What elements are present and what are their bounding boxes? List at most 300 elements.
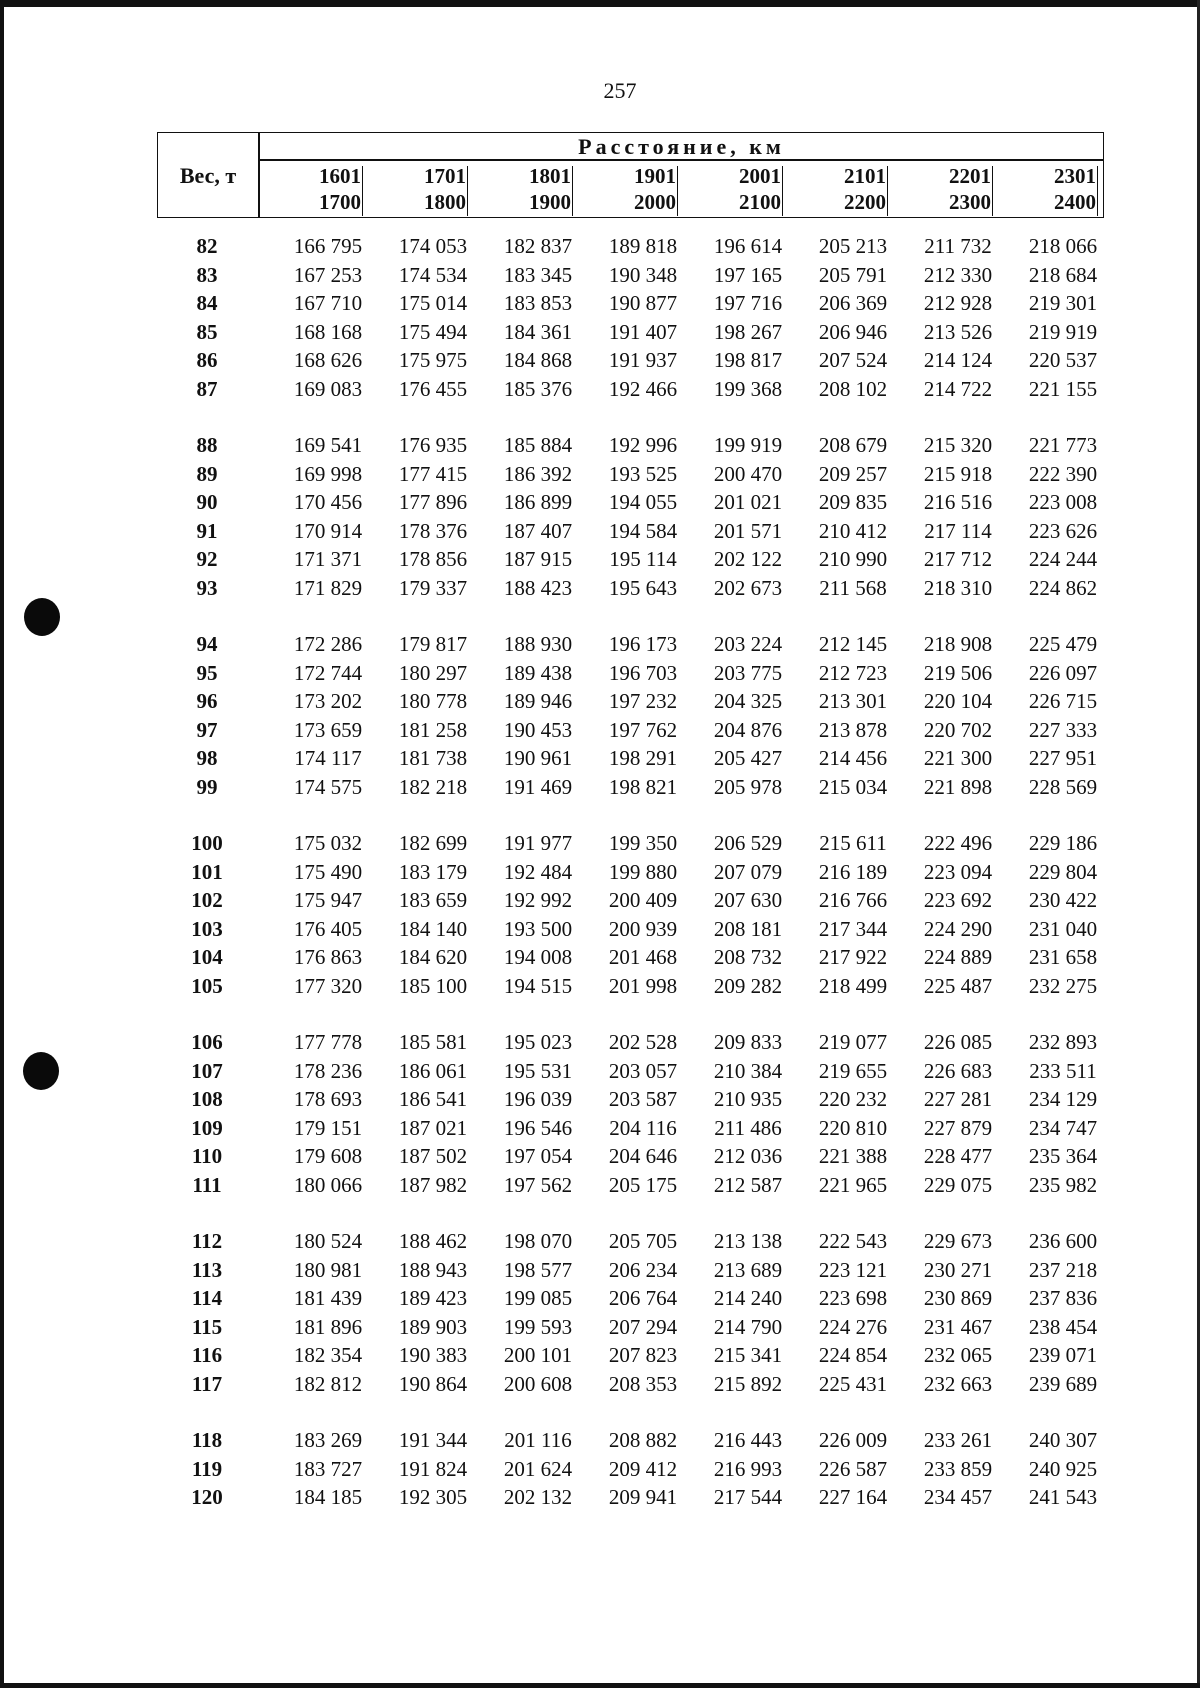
weight-cell: 107 <box>191 1058 223 1083</box>
weight-cell: 119 <box>191 1456 223 1481</box>
weight-cell: 110 <box>191 1144 223 1168</box>
price-cell: 189 818 <box>608 234 678 258</box>
weight-cell: 102 <box>191 888 223 912</box>
price-cell: 168 626 <box>293 348 363 372</box>
price-cell: 226 009 <box>818 1428 888 1452</box>
price-cell: 214 124 <box>923 348 993 372</box>
price-cell: 199 350 <box>608 831 678 855</box>
price-cell: 215 918 <box>923 461 993 486</box>
price-cell: 195 531 <box>503 1058 573 1083</box>
price-cell: 210 935 <box>713 1087 783 1111</box>
price-cell: 194 515 <box>503 973 573 998</box>
price-cell: 208 679 <box>818 433 888 457</box>
price-cell: 206 529 <box>713 831 783 855</box>
weight-cell: 94 <box>196 632 218 656</box>
price-cell: 207 524 <box>818 348 888 372</box>
price-cell: 236 600 <box>1028 1229 1098 1253</box>
price-cell: 223 008 <box>1028 490 1098 514</box>
price-cell: 205 978 <box>713 774 783 799</box>
price-cell: 212 587 <box>713 1172 783 1197</box>
price-cell: 191 469 <box>503 774 573 799</box>
range-divider <box>362 166 364 216</box>
price-cell: 204 876 <box>713 717 783 742</box>
weight-cell: 101 <box>191 859 223 884</box>
price-cell: 212 036 <box>713 1144 783 1168</box>
price-cell: 213 878 <box>818 717 888 742</box>
scan-edge-left <box>0 0 4 1688</box>
price-cell: 195 023 <box>503 1030 573 1054</box>
price-cell: 189 946 <box>503 689 573 713</box>
price-cell: 221 965 <box>818 1172 888 1197</box>
price-cell: 229 804 <box>1028 859 1098 884</box>
price-cell: 218 908 <box>923 632 993 656</box>
price-cell: 181 439 <box>293 1286 363 1310</box>
price-cell: 215 341 <box>713 1343 783 1367</box>
price-cell: 223 121 <box>818 1257 888 1282</box>
price-cell: 184 868 <box>503 348 573 372</box>
price-cell: 191 977 <box>503 831 573 855</box>
price-cell: 191 407 <box>608 319 678 344</box>
price-cell: 223 094 <box>923 859 993 884</box>
price-cell: 189 903 <box>398 1314 468 1339</box>
price-cell: 197 562 <box>503 1172 573 1197</box>
price-cell: 183 853 <box>503 291 573 315</box>
price-cell: 185 884 <box>503 433 573 457</box>
price-cell: 212 928 <box>923 291 993 315</box>
price-cell: 167 253 <box>293 262 363 287</box>
price-cell: 221 898 <box>923 774 993 799</box>
price-cell: 234 129 <box>1028 1087 1098 1111</box>
price-cell: 212 145 <box>818 632 888 656</box>
price-cell: 176 935 <box>398 433 468 457</box>
price-cell: 215 320 <box>923 433 993 457</box>
price-cell: 194 008 <box>503 945 573 969</box>
price-cell: 186 392 <box>503 461 573 486</box>
price-cell: 205 427 <box>713 746 783 770</box>
price-cell: 180 778 <box>398 689 468 713</box>
distance-range-header <box>584 162 680 216</box>
price-cell: 207 079 <box>713 859 783 884</box>
price-cell: 233 261 <box>923 1428 993 1452</box>
price-cell: 211 732 <box>924 234 992 258</box>
price-cell: 219 077 <box>818 1030 888 1054</box>
price-cell: 180 297 <box>398 660 468 685</box>
price-cell: 213 689 <box>713 1257 783 1282</box>
price-cell: 232 663 <box>923 1371 993 1396</box>
price-cell: 177 896 <box>398 490 468 514</box>
price-cell: 170 456 <box>293 490 363 514</box>
price-cell: 239 689 <box>1028 1371 1098 1396</box>
price-cell: 202 122 <box>713 547 783 571</box>
price-cell: 190 453 <box>503 717 573 742</box>
price-cell: 190 383 <box>398 1343 468 1367</box>
weight-cell: 108 <box>191 1087 223 1111</box>
range-divider <box>467 166 469 216</box>
price-cell: 217 922 <box>818 945 888 969</box>
price-cell: 190 877 <box>608 291 678 315</box>
price-cell: 229 186 <box>1028 831 1098 855</box>
range-from: 1901 <box>634 164 676 188</box>
price-cell: 185 100 <box>398 973 468 998</box>
price-cell: 187 502 <box>398 1144 468 1168</box>
price-cell: 232 275 <box>1028 973 1098 998</box>
price-cell: 193 500 <box>503 916 573 941</box>
price-cell: 180 981 <box>293 1257 363 1282</box>
price-cell: 201 116 <box>504 1428 572 1452</box>
price-cell: 225 487 <box>923 973 993 998</box>
price-cell: 170 914 <box>293 518 363 543</box>
price-cell: 183 659 <box>398 888 468 912</box>
price-cell: 179 337 <box>398 575 468 600</box>
price-cell: 232 893 <box>1028 1030 1098 1054</box>
weight-cell: 91 <box>196 518 218 543</box>
price-cell: 214 240 <box>713 1286 783 1310</box>
price-cell: 201 624 <box>503 1456 573 1481</box>
price-cell: 186 061 <box>398 1058 468 1083</box>
price-cell: 189 423 <box>398 1286 468 1310</box>
price-cell: 208 353 <box>608 1371 678 1396</box>
price-cell: 178 856 <box>398 547 468 571</box>
price-cell: 169 083 <box>293 376 363 401</box>
price-cell: 206 764 <box>608 1286 678 1310</box>
price-cell: 228 569 <box>1028 774 1098 799</box>
price-cell: 198 070 <box>503 1229 573 1253</box>
price-cell: 215 892 <box>713 1371 783 1396</box>
price-cell: 222 390 <box>1028 461 1098 486</box>
weight-cell: 105 <box>191 973 223 998</box>
price-cell: 209 412 <box>608 1456 678 1481</box>
price-cell: 213 526 <box>923 319 993 344</box>
price-cell: 197 054 <box>503 1144 573 1168</box>
price-cell: 237 836 <box>1028 1286 1098 1310</box>
weight-cell: 115 <box>191 1314 223 1339</box>
price-cell: 219 301 <box>1028 291 1098 315</box>
price-cell: 188 423 <box>503 575 573 600</box>
weight-cell: 113 <box>191 1257 223 1282</box>
price-cell: 226 715 <box>1028 689 1098 713</box>
price-cell: 232 065 <box>923 1343 993 1367</box>
price-cell: 218 310 <box>923 575 993 600</box>
range-divider <box>677 166 679 216</box>
price-cell: 223 698 <box>818 1286 888 1310</box>
price-cell: 205 175 <box>608 1172 678 1197</box>
price-cell: 209 941 <box>608 1485 678 1509</box>
range-to: 2400 <box>1054 190 1096 214</box>
price-cell: 210 384 <box>713 1058 783 1083</box>
price-cell: 216 189 <box>818 859 888 884</box>
price-cell: 213 301 <box>818 689 888 713</box>
price-cell: 234 747 <box>1028 1115 1098 1140</box>
price-cell: 197 716 <box>713 291 783 315</box>
price-cell: 177 778 <box>293 1030 363 1054</box>
price-cell: 201 998 <box>608 973 678 998</box>
price-cell: 193 525 <box>608 461 678 486</box>
price-cell: 225 479 <box>1028 632 1098 656</box>
price-cell: 182 699 <box>398 831 468 855</box>
price-cell: 175 014 <box>398 291 468 315</box>
price-cell: 227 879 <box>923 1115 993 1140</box>
price-cell: 211 486 <box>714 1115 782 1140</box>
price-cell: 209 257 <box>818 461 888 486</box>
price-cell: 198 821 <box>608 774 678 799</box>
price-cell: 190 348 <box>608 262 678 287</box>
weight-cell: 89 <box>196 461 218 486</box>
price-cell: 198 577 <box>503 1257 573 1282</box>
price-cell: 172 744 <box>293 660 363 685</box>
price-cell: 180 066 <box>293 1172 363 1197</box>
punch-hole <box>23 1052 59 1090</box>
price-cell: 203 587 <box>608 1087 678 1111</box>
price-cell: 208 102 <box>818 376 888 401</box>
weight-cell: 99 <box>196 774 218 799</box>
price-cell: 186 541 <box>398 1087 468 1111</box>
price-cell: 240 307 <box>1028 1428 1098 1452</box>
weight-cell: 92 <box>196 547 218 571</box>
price-cell: 176 863 <box>293 945 363 969</box>
price-cell: 190 864 <box>398 1371 468 1396</box>
price-cell: 233 859 <box>923 1456 993 1481</box>
range-from: 1701 <box>424 164 466 188</box>
price-cell: 176 455 <box>398 376 468 401</box>
weight-cell: 97 <box>196 717 218 742</box>
price-cell: 233 511 <box>1029 1058 1097 1083</box>
weight-cell: 95 <box>196 660 218 685</box>
price-cell: 202 673 <box>713 575 783 600</box>
range-to: 2000 <box>634 190 676 214</box>
price-cell: 222 543 <box>818 1229 888 1253</box>
price-cell: 218 684 <box>1028 262 1098 287</box>
price-cell: 221 388 <box>818 1144 888 1168</box>
price-cell: 218 499 <box>818 973 888 998</box>
price-cell: 196 039 <box>503 1087 573 1111</box>
price-cell: 227 333 <box>1028 717 1098 742</box>
price-cell: 191 824 <box>398 1456 468 1481</box>
price-cell: 188 462 <box>398 1229 468 1253</box>
price-cell: 214 456 <box>818 746 888 770</box>
price-cell: 174 534 <box>398 262 468 287</box>
range-from: 2101 <box>844 164 886 188</box>
price-cell: 175 494 <box>398 319 468 344</box>
price-cell: 175 947 <box>293 888 363 912</box>
price-cell: 198 291 <box>608 746 678 770</box>
price-cell: 213 138 <box>713 1229 783 1253</box>
price-cell: 181 896 <box>293 1314 363 1339</box>
weight-cell: 116 <box>191 1343 223 1367</box>
price-cell: 183 345 <box>503 262 573 287</box>
weight-cell: 82 <box>196 234 218 258</box>
price-cell: 217 114 <box>924 518 992 543</box>
price-cell: 229 075 <box>923 1172 993 1197</box>
price-cell: 225 431 <box>818 1371 888 1396</box>
price-cell: 186 899 <box>503 490 573 514</box>
price-cell: 179 817 <box>398 632 468 656</box>
price-cell: 197 762 <box>608 717 678 742</box>
weight-cell: 100 <box>191 831 223 855</box>
price-cell: 174 575 <box>293 774 363 799</box>
price-cell: 230 271 <box>923 1257 993 1282</box>
price-cell: 205 213 <box>818 234 888 258</box>
price-cell: 192 305 <box>398 1485 468 1509</box>
price-cell: 182 837 <box>503 234 573 258</box>
weight-cell: 106 <box>191 1030 223 1054</box>
price-cell: 217 344 <box>818 916 888 941</box>
price-cell: 200 939 <box>608 916 678 941</box>
range-to: 2200 <box>844 190 886 214</box>
price-cell: 188 943 <box>398 1257 468 1282</box>
price-cell: 181 738 <box>398 746 468 770</box>
range-to: 1800 <box>424 190 466 214</box>
price-cell: 167 710 <box>293 291 363 315</box>
weight-cell: 103 <box>191 916 223 941</box>
price-cell: 182 354 <box>293 1343 363 1367</box>
range-to: 2100 <box>739 190 781 214</box>
distance-range-header <box>899 162 995 216</box>
weight-cell: 83 <box>196 262 218 287</box>
price-cell: 216 443 <box>713 1428 783 1452</box>
price-cell: 221 300 <box>923 746 993 770</box>
price-cell: 197 232 <box>608 689 678 713</box>
price-cell: 214 790 <box>713 1314 783 1339</box>
price-cell: 215 611 <box>819 831 887 855</box>
price-cell: 184 620 <box>398 945 468 969</box>
distance-range-header <box>689 162 785 216</box>
range-divider <box>572 166 574 216</box>
price-cell: 200 101 <box>503 1343 573 1367</box>
range-to: 1900 <box>529 190 571 214</box>
weight-cell: 88 <box>196 433 218 457</box>
price-cell: 196 614 <box>713 234 783 258</box>
price-cell: 182 218 <box>398 774 468 799</box>
price-cell: 169 998 <box>293 461 363 486</box>
price-cell: 179 608 <box>293 1144 363 1168</box>
price-cell: 178 376 <box>398 518 468 543</box>
price-cell: 219 655 <box>818 1058 888 1083</box>
price-cell: 217 544 <box>713 1485 783 1509</box>
price-cell: 220 104 <box>923 689 993 713</box>
price-cell: 187 021 <box>398 1115 468 1140</box>
price-cell: 222 496 <box>923 831 993 855</box>
range-from: 1801 <box>529 164 571 188</box>
price-cell: 201 571 <box>713 518 783 543</box>
scan-edge-bottom <box>0 1683 1200 1688</box>
distance-header: Расстояние, км <box>578 134 785 159</box>
price-cell: 220 810 <box>818 1115 888 1140</box>
price-cell: 218 066 <box>1028 234 1098 258</box>
price-cell: 205 705 <box>608 1229 678 1253</box>
price-cell: 199 368 <box>713 376 783 401</box>
scan-edge-top <box>0 0 1200 7</box>
price-cell: 226 097 <box>1028 660 1098 685</box>
price-cell: 178 236 <box>293 1058 363 1083</box>
price-cell: 207 630 <box>713 888 783 912</box>
price-cell: 220 232 <box>818 1087 888 1111</box>
price-cell: 208 882 <box>608 1428 678 1452</box>
price-cell: 199 085 <box>503 1286 573 1310</box>
price-cell: 226 683 <box>923 1058 993 1083</box>
price-cell: 214 722 <box>923 376 993 401</box>
price-cell: 201 021 <box>713 490 783 514</box>
range-from: 1601 <box>319 164 361 188</box>
range-divider <box>782 166 784 216</box>
weight-cell: 98 <box>196 746 218 770</box>
price-cell: 203 057 <box>608 1058 678 1083</box>
weight-cell: 114 <box>191 1286 223 1310</box>
distance-range-header <box>794 162 890 216</box>
price-cell: 224 244 <box>1028 547 1098 571</box>
price-cell: 220 537 <box>1028 348 1098 372</box>
price-cell: 175 490 <box>293 859 363 884</box>
price-cell: 190 961 <box>503 746 573 770</box>
price-cell: 216 766 <box>818 888 888 912</box>
price-cell: 229 673 <box>923 1229 993 1253</box>
weight-cell: 90 <box>196 490 218 514</box>
price-cell: 224 276 <box>818 1314 888 1339</box>
price-cell: 187 915 <box>503 547 573 571</box>
price-cell: 223 626 <box>1028 518 1098 543</box>
price-cell: 192 996 <box>608 433 678 457</box>
price-cell: 211 568 <box>819 575 887 600</box>
price-cell: 224 854 <box>818 1343 888 1367</box>
price-cell: 231 040 <box>1028 916 1098 941</box>
price-cell: 192 992 <box>503 888 573 912</box>
price-cell: 174 053 <box>398 234 468 258</box>
price-cell: 238 454 <box>1028 1314 1098 1339</box>
distance-range-header <box>374 162 470 216</box>
price-cell: 209 282 <box>713 973 783 998</box>
price-cell: 199 593 <box>503 1314 573 1339</box>
price-cell: 184 361 <box>503 319 573 344</box>
price-cell: 231 658 <box>1028 945 1098 969</box>
price-cell: 221 155 <box>1028 376 1098 401</box>
price-cell: 175 032 <box>293 831 363 855</box>
price-cell: 192 466 <box>608 376 678 401</box>
price-cell: 180 524 <box>293 1229 363 1253</box>
price-cell: 199 919 <box>713 433 783 457</box>
price-cell: 206 369 <box>818 291 888 315</box>
price-cell: 235 364 <box>1028 1144 1098 1168</box>
price-cell: 204 116 <box>609 1115 677 1140</box>
weight-cell: 111 <box>192 1172 222 1197</box>
range-from: 2301 <box>1054 164 1096 188</box>
price-cell: 168 168 <box>293 319 363 344</box>
price-cell: 202 132 <box>503 1485 573 1509</box>
range-from: 2001 <box>739 164 781 188</box>
price-cell: 212 723 <box>818 660 888 685</box>
price-cell: 185 376 <box>503 376 573 401</box>
price-cell: 191 344 <box>398 1428 468 1452</box>
price-cell: 175 975 <box>398 348 468 372</box>
price-cell: 191 937 <box>608 348 678 372</box>
price-cell: 200 608 <box>503 1371 573 1396</box>
distance-range-header <box>1004 162 1100 216</box>
price-cell: 177 320 <box>293 973 363 998</box>
price-cell: 166 795 <box>293 234 363 258</box>
price-cell: 221 773 <box>1028 433 1098 457</box>
weight-cell: 118 <box>191 1428 223 1452</box>
price-cell: 227 951 <box>1028 746 1098 770</box>
price-cell: 176 405 <box>293 916 363 941</box>
price-cell: 231 467 <box>923 1314 993 1339</box>
range-to: 2300 <box>949 190 991 214</box>
range-from: 2201 <box>949 164 991 188</box>
price-cell: 216 993 <box>713 1456 783 1481</box>
price-cell: 227 281 <box>923 1087 993 1111</box>
weight-cell: 87 <box>196 376 218 401</box>
price-cell: 181 258 <box>398 717 468 742</box>
price-cell: 189 438 <box>503 660 573 685</box>
price-cell: 219 919 <box>1028 319 1098 344</box>
price-cell: 174 117 <box>294 746 362 770</box>
